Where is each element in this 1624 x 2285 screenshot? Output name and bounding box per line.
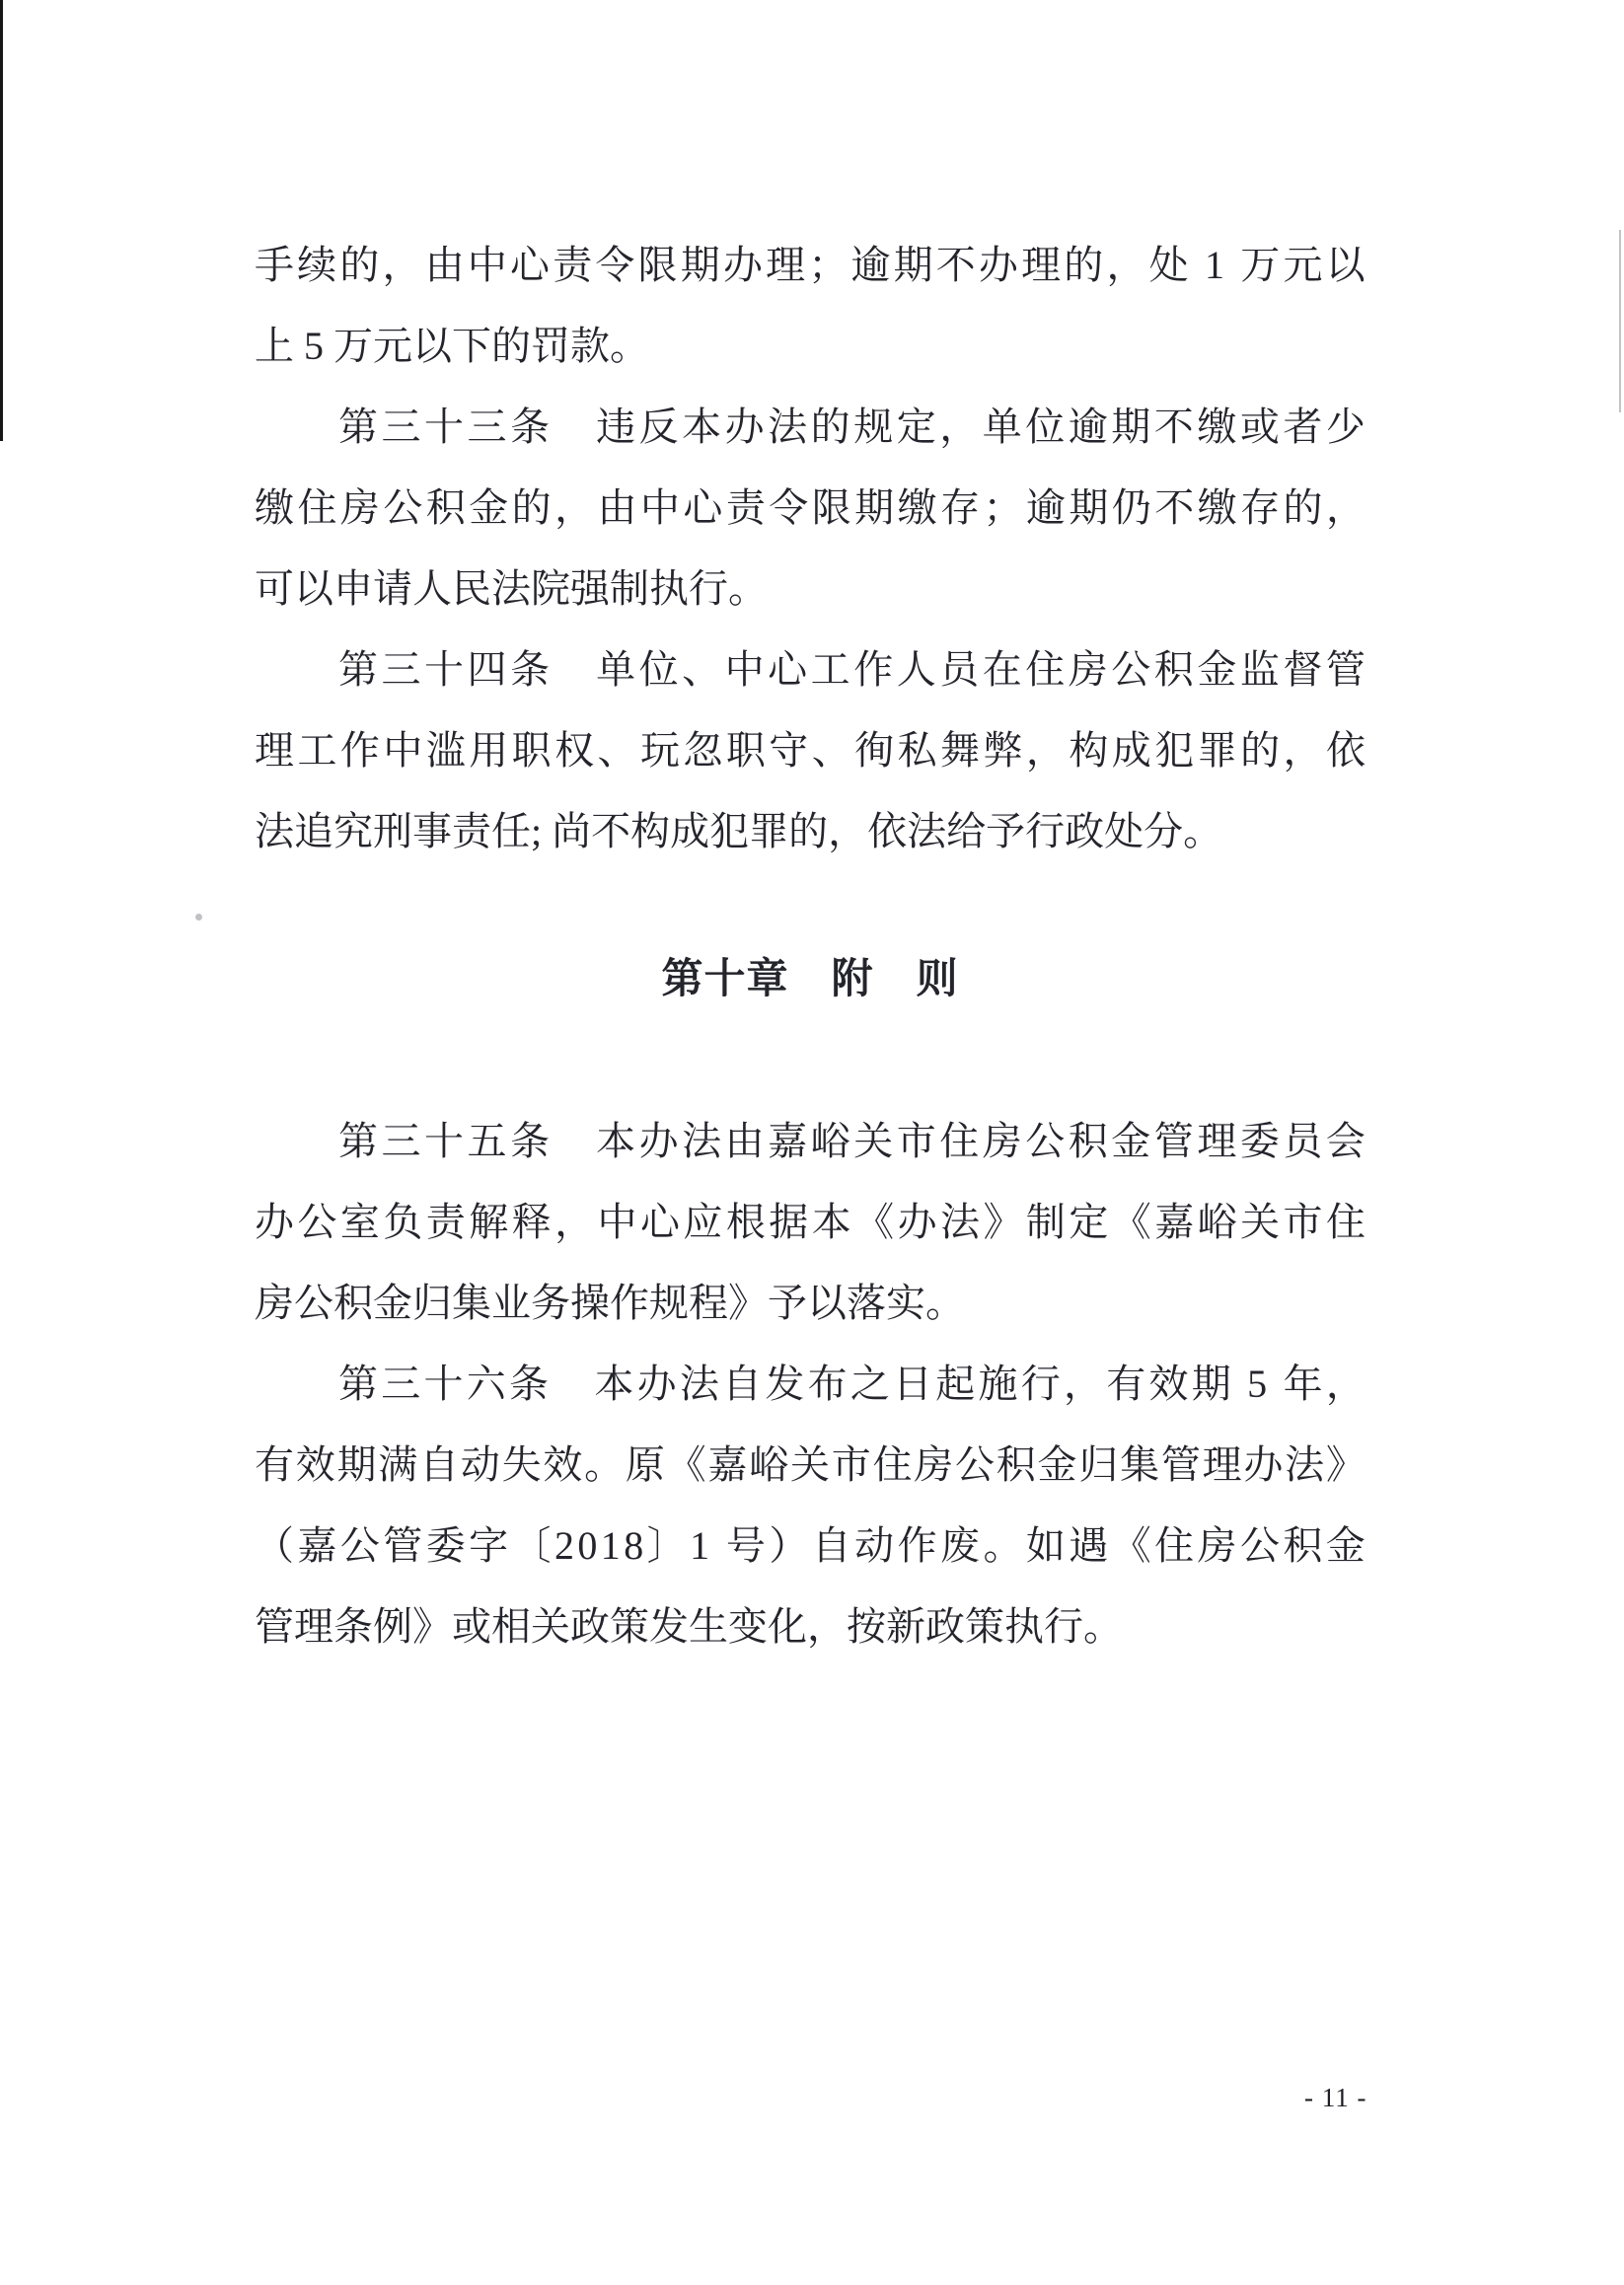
text-line: 房公积金归集业务操作规程》予以落实。 (255, 1281, 965, 1325)
text-line: 办 公 室 负 责 解 释 ， 中 心 应 根 据 本 《 办 法 》 制 定 《 嘉 峪 关 市 住 (255, 1200, 1366, 1244)
text-line: 管理条例》或相关政策发生变化，按新政策执行。 (255, 1604, 1123, 1649)
document-body (255, 225, 1366, 1667)
text-line-article-36: 第 三 十 六 条 本 办 法 自 发 布 之 日 起 施 行 ， 有 效 期 5 年 ， (338, 1362, 1366, 1406)
text-line-article-33: 第 三 十 三 条 违 反 本 办 法 的 规 定 ， 单 位 逾 期 不 缴 或 者 少 (338, 405, 1366, 449)
text-line: 有 效 期 满 自 动 失 效 。 原 《 嘉 峪 关 市 住 房 公 积 金 归 集 管 理 办 法 》 (255, 1442, 1366, 1487)
text-line: 法追究刑事责任; 尚不构成犯罪的，依法给予行政处分。 (255, 809, 1223, 853)
scan-artifact-left-edge-line (0, 0, 3, 441)
text-line: （ 嘉 公 管 委 字 〔 2 0 1 8 〕 1 号 ） 自 动 作 废 。 如 遇 《 住 房 公 积 金 (255, 1523, 1366, 1568)
scan-artifact-dot (195, 914, 202, 921)
text-line: 理 工 作 中 滥 用 职 权 、 玩 忽 职 守 、 徇 私 舞 弊 ， 构 成 犯 罪 的 ， 依 (255, 728, 1366, 773)
text-line: 缴 住 房 公 积 金 的 ， 由 中 心 责 令 限 期 缴 存 ； 逾 期 仍 不 缴 存 的 ， (255, 485, 1366, 530)
text-line: 手 续 的 ， 由 中 心 责 令 限 期 办 理 ； 逾 期 不 办 理 的 ， 处 1 万 元 以 (255, 243, 1366, 287)
text-line-article-34: 第 三 十 四 条 单 位 、 中 心 工 作 人 员 在 住 房 公 积 金 监 督 管 (338, 647, 1366, 692)
page-number: - 11 - (1304, 2083, 1367, 2112)
text-line: 可以申请人民法院强制执行。 (255, 566, 768, 611)
chapter-heading: 第十章 附 则 (661, 957, 959, 1002)
text-line-article-35: 第 三 十 五 条 本 办 法 由 嘉 峪 关 市 住 房 公 积 金 管 理 委 员 会 (338, 1119, 1366, 1163)
text-line: 上 5 万元以下的罚款。 (255, 324, 649, 368)
scan-artifact-right-edge-line (1619, 230, 1621, 412)
